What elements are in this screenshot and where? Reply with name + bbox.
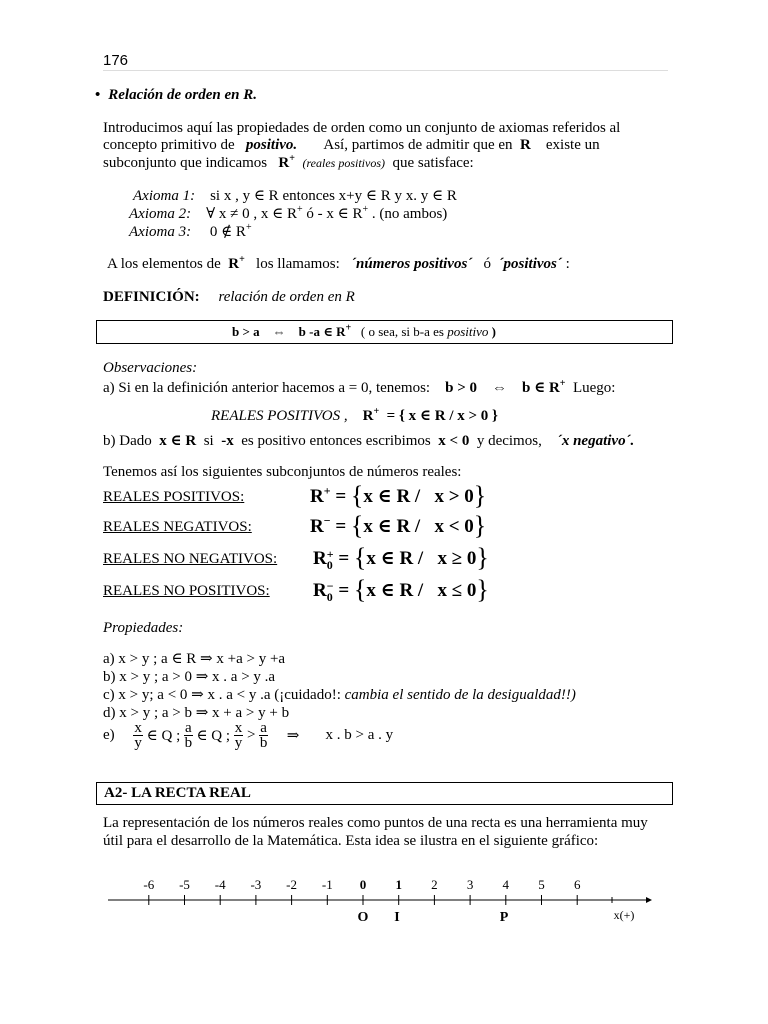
subset-set-negativos: R− = {x ∈ R / x < 0} — [310, 511, 487, 540]
tick-label: -6 — [143, 877, 155, 892]
subset-label-negativos: REALES NEGATIVOS: — [103, 519, 252, 535]
bullet-icon: • — [95, 87, 101, 103]
tick-label: -4 — [214, 877, 226, 892]
recta-text-1: La representación de los números reales como puntos de una recta es una herramienta muy — [103, 815, 648, 831]
tick-label: -2 — [286, 877, 298, 892]
observacion-a: a) Si en la definición anterior hacemos a = 0, tenemos: b > 0 ⇔ b ∈ R+ Luego: — [103, 378, 616, 396]
propiedad-d: d) x > y ; a > b ⇒ x + a > y + b — [103, 705, 290, 721]
subset-label-no-positivos: REALES NO POSITIVOS: — [103, 583, 270, 599]
axiom-3: Axioma 3: 0 ∉ R+ — [129, 222, 252, 240]
observacion-b: b) Dado x ∈ R si -x es positivo entonces escribimos x < 0 y decimos, ´x negativo´. — [103, 433, 635, 449]
subset-label-positivos: REALES POSITIVOS: — [103, 489, 245, 505]
axiom-2: Axioma 2: ∀ x ≠ 0 , x ∈ R+ ó - x ∈ R+ . (no ambos) — [129, 204, 448, 222]
tick-label: 1 — [395, 877, 402, 892]
label-P: P — [499, 910, 509, 925]
header-rule — [103, 70, 668, 71]
tick-label: 0 — [359, 877, 367, 892]
tick-label: -1 — [321, 877, 333, 892]
number-line — [0, 870, 768, 930]
label-O: O — [357, 910, 369, 925]
intro-line-2: concepto primitivo de positivo. Así, partimos de admitir que en R existe un — [103, 137, 600, 153]
propiedad-c: c) x > y; a < 0 ⇒ x . a < y .a (¡cuidado!: cambia el sentido de la desigualdad!!) — [103, 687, 576, 703]
tick-label: 2 — [431, 877, 438, 892]
subset-label-no-negativos: REALES NO NEGATIVOS: — [103, 551, 278, 567]
definition-box: b > a ⇔ b -a ∈ R+ ( o sea, si b-a es positivo ) — [96, 320, 673, 344]
tick-label: -5 — [179, 877, 190, 892]
number-line-arrow-icon — [646, 897, 652, 903]
tick-label: 6 — [573, 877, 581, 892]
tick-label: 4 — [502, 877, 510, 892]
subset-set-no-negativos: R + 0 = {x ∈ R / x ≥ 0} — [313, 543, 489, 572]
section-a2-box: A2- LA RECTA REAL — [96, 782, 673, 805]
reales-positivos-def: REALES POSITIVOS , R+ = { x ∈ R / x > 0 } — [211, 406, 498, 424]
page-number: 176 — [103, 52, 129, 69]
subset-set-positivos: R+ = {x ∈ R / x > 0} — [310, 481, 487, 510]
tick-label: 5 — [538, 877, 545, 892]
subset-set-no-positivos: R − 0 = {x ∈ R / x ≤ 0} — [313, 575, 489, 604]
definicion-heading: DEFINICIÓN: relación de orden en R — [103, 289, 355, 305]
positivos-line: A los elementos de R+ los llamamos: ´números positivos´ ó ´positivos´ : — [107, 254, 570, 272]
axiom-1: Axioma 1: si x , y ∈ R entonces x+y ∈ R y x. y ∈ R — [133, 188, 457, 204]
recta-text-2: útil para el desarrollo de la Matemática. Esta idea se ilustra en el siguiente gráfico: — [103, 833, 599, 849]
intro-line-3: subconjunto que indicamos R+ (reales positivos) que satisface: — [103, 153, 474, 171]
propiedad-e: e) $\frac{x}{y}$ ∈ Q ; $\frac{a}{b}$ ∈ Q ; $\frac{x}{y}$ > $\frac{a}{b}$ ⇒ x . b > a . y — [103, 720, 394, 751]
propiedad-a: a) x > y ; a ∈ R ⇒ x +a > y +a — [103, 651, 286, 667]
propiedades-title: Propiedades: — [103, 620, 184, 636]
tick-label: -3 — [250, 877, 262, 892]
subsets-intro: Tenemos así los siguientes subconjuntos de números reales: — [103, 464, 462, 480]
section-bullet: • Relación de orden en R. — [95, 87, 258, 103]
label-I: I — [394, 910, 400, 925]
axis-label: x(+) — [613, 908, 635, 922]
tick-label: 3 — [466, 877, 474, 892]
observaciones-title: Observaciones: — [103, 360, 198, 376]
intro-line-1: Introducimos aquí las propiedades de orden como un conjunto de axiomas referidos al — [103, 120, 621, 136]
propiedad-b: b) x > y ; a > 0 ⇒ x . a > y .a — [103, 669, 276, 685]
